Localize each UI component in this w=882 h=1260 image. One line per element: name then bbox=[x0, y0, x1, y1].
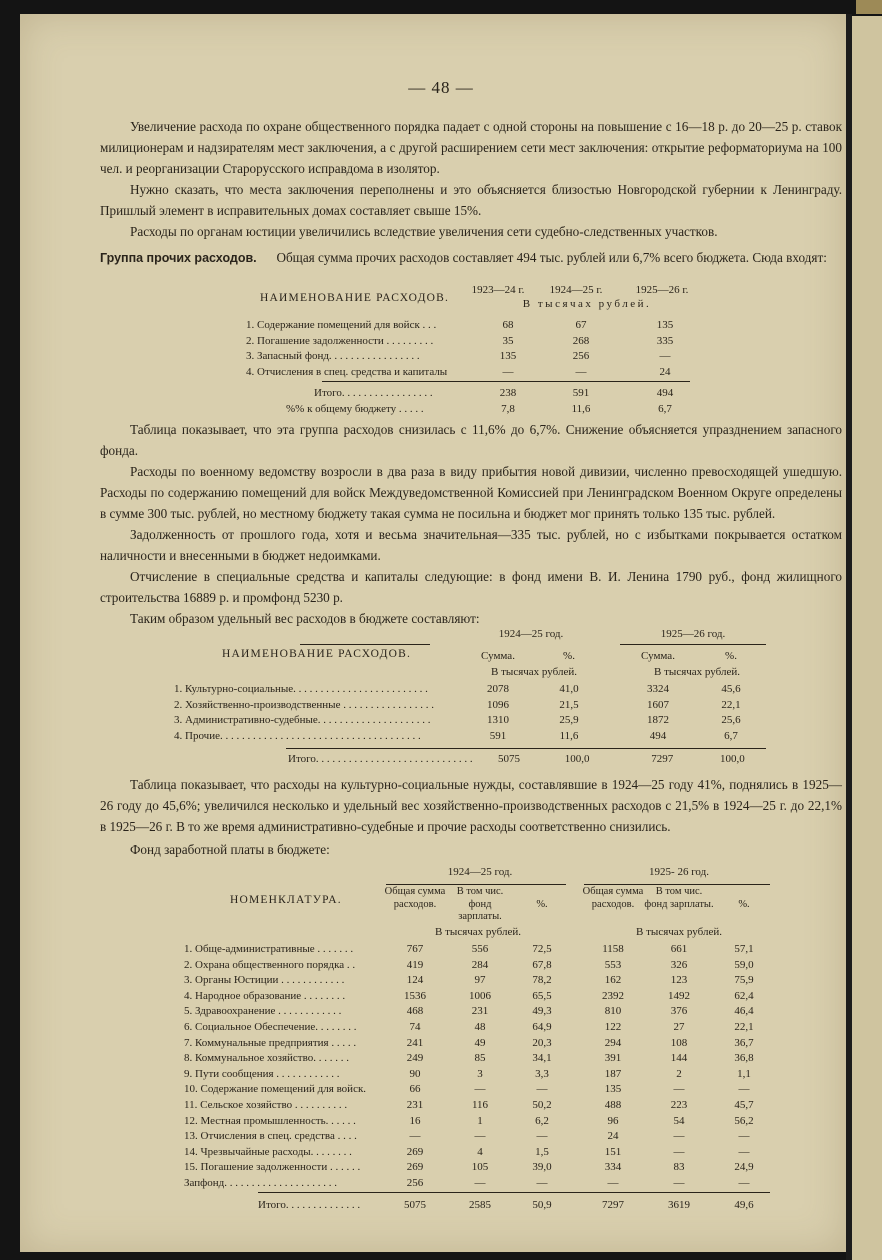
sub-header: %. bbox=[536, 899, 548, 910]
cell: 24 bbox=[659, 365, 671, 378]
intro-text bbox=[100, 116, 842, 242]
cell: 45,6 bbox=[721, 683, 741, 695]
page-number: — 48 — bbox=[408, 78, 474, 97]
sub-header: Общая сумма расходов. bbox=[384, 886, 446, 910]
cell: 241 bbox=[406, 1036, 424, 1049]
year-bracket bbox=[386, 884, 566, 885]
paragraph: Увеличение расхода по охране общественного порядка падает с одной стороны на повышение с 16—18 р. до 20—25 р. ставок милиционерам и надзирателям мест заключения, а с другой расширением сети мест заключения: открытие реформаториума на 100 чел. и реорганизации Старорусского исправдома в изолятор. bbox=[100, 119, 842, 176]
spacer bbox=[602, 698, 620, 714]
cell: 97 bbox=[474, 974, 486, 987]
column-header-year: 1923—24 г. bbox=[471, 284, 525, 296]
table-row bbox=[184, 1145, 774, 1161]
year-bracket bbox=[300, 644, 430, 645]
weight-totals bbox=[174, 752, 766, 768]
cell: 62,4 bbox=[734, 989, 754, 1002]
row-label: 2. Погашение задолженности . . . . . . . . . bbox=[246, 334, 434, 347]
cell: 72,5 bbox=[532, 943, 552, 955]
cell: 2 bbox=[676, 1067, 682, 1080]
sub-header: В том чис. фонд зарплаты. bbox=[456, 886, 504, 922]
cell: 48 bbox=[474, 1020, 486, 1033]
cell: 90 bbox=[409, 1067, 421, 1080]
row-label: 2. Хозяйственно-производственные . . . . . . . . . . . . . . . . . bbox=[174, 698, 434, 711]
row-label: 15. Погашение задолженности . . . . . . bbox=[184, 1161, 361, 1174]
cell: 144 bbox=[670, 1052, 688, 1065]
table-row bbox=[184, 1004, 774, 1020]
total-row bbox=[246, 386, 706, 402]
row-label: 9. Пути сообщения . . . . . . . . . . . . bbox=[184, 1067, 340, 1080]
spacer bbox=[570, 1098, 582, 1114]
spacer bbox=[602, 729, 620, 745]
spacer bbox=[570, 942, 582, 958]
cell: 376 bbox=[670, 1005, 688, 1018]
table-row bbox=[184, 1160, 774, 1176]
cell: 1492 bbox=[668, 989, 690, 1002]
wage-totals bbox=[184, 1198, 774, 1214]
spacer bbox=[570, 1082, 582, 1098]
year-bracket bbox=[620, 644, 766, 645]
cell: 238 bbox=[499, 387, 517, 399]
percent-row bbox=[246, 402, 706, 418]
cell: 24 bbox=[607, 1130, 619, 1143]
cell: 54 bbox=[673, 1114, 685, 1127]
spacer bbox=[570, 1036, 582, 1052]
sub-header: Сумма. bbox=[481, 650, 515, 662]
table-row bbox=[184, 1129, 774, 1145]
cell: 7297 bbox=[602, 1199, 624, 1211]
cell: 419 bbox=[406, 958, 424, 971]
table-row bbox=[184, 1114, 774, 1130]
table-row bbox=[184, 1176, 774, 1192]
unit-label: В тысячах рублей. bbox=[654, 666, 740, 678]
cell: — bbox=[536, 1176, 548, 1189]
cell: 25,9 bbox=[559, 714, 579, 727]
cell: 256 bbox=[572, 350, 590, 363]
sub-header: Общая сумма расходов. bbox=[582, 886, 644, 910]
wage-table bbox=[184, 866, 774, 1192]
row-label: 13. Отчисления в спец. средства . . . . bbox=[184, 1130, 357, 1143]
cell: 3 bbox=[477, 1067, 483, 1080]
table-row bbox=[184, 942, 774, 958]
after-text bbox=[100, 774, 842, 860]
unit-label: В тысячах рублей. bbox=[491, 666, 577, 678]
spacer bbox=[570, 1114, 582, 1130]
paragraph: Расходы по военному ведомству возросли в два раза в виду прибытия новой дивизии, численно превосходящей ушедшую. Расходы по содержанию помещений для войск Междуведомственной Комиссией при Ленинградском Военном Округе определены в сумме 300 тыс. рублей, но местному бюджету такая сумма не посильна и бюджет мог принять только 135 тыс. рублей. bbox=[100, 464, 842, 521]
row-label: 4. Прочие. . . . . . . . . . . . . . . . . . . . . . . . . . . . . . . . . . . . . bbox=[174, 729, 421, 742]
row-label: 1. Содержание помещений для войск . . . bbox=[246, 319, 437, 331]
cell: 162 bbox=[604, 974, 622, 987]
cell: 1006 bbox=[469, 989, 491, 1002]
row-label: 11. Сельское хозяйство . . . . . . . . . . bbox=[184, 1098, 348, 1111]
cell: 45,7 bbox=[734, 1098, 754, 1111]
row-label: 4. Народное образование . . . . . . . . bbox=[184, 989, 346, 1002]
cell: 223 bbox=[670, 1098, 688, 1111]
cell: — bbox=[738, 1083, 750, 1096]
table-rule bbox=[286, 748, 766, 749]
sub-header: Сумма. bbox=[641, 650, 675, 662]
row-label: Итого. . . . . . . . . . . . . . . . . . . . . . . . . . . . . bbox=[288, 753, 473, 765]
cell: 2392 bbox=[602, 989, 624, 1002]
cell: — bbox=[536, 1083, 548, 1096]
cell: 100,0 bbox=[719, 753, 745, 765]
spacer bbox=[602, 682, 620, 698]
cell: 391 bbox=[604, 1052, 622, 1065]
cell: 35 bbox=[502, 334, 514, 347]
row-label: 14. Чрезвычайные расходы. . . . . . . . bbox=[184, 1145, 352, 1158]
cell: 36,8 bbox=[734, 1052, 754, 1065]
cell: 187 bbox=[604, 1067, 622, 1080]
row-label: 4. Отчисления в спец. средства и капиталы bbox=[246, 365, 448, 378]
cell: 294 bbox=[604, 1036, 622, 1049]
cell: 268 bbox=[572, 334, 590, 347]
column-header-year: 1924—25 год. bbox=[447, 866, 513, 878]
cell: 16 bbox=[409, 1114, 421, 1127]
column-header-year: 1925- 26 год. bbox=[649, 866, 709, 878]
cell: 122 bbox=[604, 1020, 622, 1033]
spacer bbox=[570, 1004, 582, 1020]
column-header-year: 1925—26 год. bbox=[660, 628, 726, 640]
spacer bbox=[570, 1020, 582, 1036]
cell: 75,9 bbox=[734, 974, 754, 987]
paragraph: Таблица показывает, что расходы на культурно-социальные нужды, составлявшие в 1924—25 году 41%, поднялись в 1925—26 году до 45,6%; увеличился несколько и удельный вес хозяйственно-производственных расходов с 21,5% в 1924—25 г. до 22,1% в 1925—26 г. В то же время административно-судебные и прочие расходы соответственно снизились. bbox=[100, 777, 842, 834]
cell: 1536 bbox=[404, 989, 426, 1002]
cell: 41,0 bbox=[559, 683, 579, 695]
cell: 123 bbox=[670, 974, 688, 987]
spacer bbox=[570, 1176, 582, 1192]
cell: 135 bbox=[604, 1083, 622, 1096]
page-tab bbox=[856, 0, 882, 14]
paragraph: Расходы по органам юстиции увеличились вследствие увеличения сети судебно-следственных участков. bbox=[130, 224, 718, 239]
paragraph: Задолженность от прошлого года, хотя и весьма значительная—335 тыс. рублей, но с избытками покрывается остатком наличности и внесенными в бюджет недоимками. bbox=[100, 527, 842, 563]
row-label: 6. Социальное Обеспечение. . . . . . . . bbox=[184, 1020, 357, 1033]
cell: 50,9 bbox=[532, 1199, 552, 1211]
cell: 6,7 bbox=[724, 729, 738, 742]
unit-label: В тысячах рублей. bbox=[435, 926, 521, 938]
table-row bbox=[246, 334, 706, 350]
cell: 591 bbox=[489, 729, 507, 742]
row-label: 10. Содержание помещений для войск. bbox=[184, 1083, 367, 1096]
cell: 24,9 bbox=[734, 1161, 754, 1174]
cell: — bbox=[738, 1176, 750, 1189]
spacer bbox=[570, 1067, 582, 1083]
table-row bbox=[184, 958, 774, 974]
cell: 100,0 bbox=[564, 753, 590, 765]
cell: — bbox=[502, 365, 514, 378]
table-row bbox=[184, 1098, 774, 1114]
table-row bbox=[184, 1036, 774, 1052]
cell: 25,6 bbox=[721, 714, 741, 727]
cell: 151 bbox=[604, 1145, 622, 1158]
cell: 22,1 bbox=[734, 1020, 754, 1033]
year-bracket bbox=[584, 884, 770, 885]
cell: 1,5 bbox=[535, 1145, 549, 1158]
cell: 2585 bbox=[469, 1199, 491, 1211]
cell: 494 bbox=[656, 387, 674, 399]
row-label: 3. Органы Юстиции . . . . . . . . . . . . bbox=[184, 974, 345, 987]
column-header-name: НОМЕНКЛАТУРА. bbox=[230, 894, 342, 906]
cell: 83 bbox=[673, 1161, 685, 1174]
table-row bbox=[174, 698, 766, 714]
table-row bbox=[184, 1020, 774, 1036]
spacer bbox=[570, 958, 582, 974]
table-row bbox=[174, 713, 766, 729]
cell: — bbox=[536, 1130, 548, 1143]
cell: 36,7 bbox=[734, 1036, 754, 1049]
spacer bbox=[570, 989, 582, 1005]
section-heading: Группа прочих расходов. bbox=[100, 251, 257, 265]
cell: — bbox=[659, 350, 671, 363]
cell: 105 bbox=[471, 1161, 489, 1174]
row-label: 2. Охрана общественного порядка . . bbox=[184, 958, 356, 971]
cell: 5075 bbox=[404, 1199, 426, 1211]
other-expenses-table bbox=[246, 284, 706, 380]
total-row bbox=[184, 1198, 774, 1214]
cell: 85 bbox=[474, 1052, 486, 1065]
middle-text bbox=[100, 419, 842, 629]
cell: 284 bbox=[471, 958, 489, 971]
cell: 3,3 bbox=[535, 1067, 549, 1080]
cell: 2078 bbox=[487, 683, 509, 695]
row-label: 7. Коммунальные предприятия . . . . . bbox=[184, 1036, 357, 1049]
cell: — bbox=[673, 1130, 685, 1143]
cell: 49 bbox=[474, 1036, 486, 1049]
cell: 4 bbox=[477, 1145, 483, 1158]
cell: 39,0 bbox=[532, 1161, 552, 1174]
cell: 488 bbox=[604, 1098, 622, 1111]
column-header-name: НАИМЕНОВАНИЕ РАСХОДОВ. bbox=[222, 648, 412, 660]
paragraph: Отчисление в специальные средства и капиталы следующие: в фонд имени В. И. Ленина 1790 руб., фонд жилищного строительства 16889 р. и промфонд 5230 р. bbox=[100, 569, 842, 605]
row-label: 1. Культурно-социальные. . . . . . . . . . . . . . . . . . . . . . . . . bbox=[174, 683, 428, 695]
cell: 661 bbox=[670, 943, 688, 955]
cell: 11,6 bbox=[559, 729, 579, 742]
cell: 591 bbox=[572, 387, 590, 399]
cell: — bbox=[673, 1083, 685, 1096]
row-label: 1. Обще-административные . . . . . . . bbox=[184, 943, 354, 955]
sub-header: %. bbox=[738, 899, 750, 910]
spacer bbox=[570, 1051, 582, 1067]
cell: 810 bbox=[604, 1005, 622, 1018]
table-row bbox=[184, 1067, 774, 1083]
cell: 11,6 bbox=[571, 402, 591, 415]
row-label: 8. Коммунальное хозяйство. . . . . . . bbox=[184, 1052, 349, 1065]
table-row bbox=[184, 1051, 774, 1067]
row-label: 3. Запасный фонд. . . . . . . . . . . . . . . . . bbox=[246, 350, 420, 363]
column-header-year: 1924—25 г. bbox=[549, 284, 603, 296]
spacer bbox=[602, 713, 620, 729]
cell: 27 bbox=[673, 1020, 685, 1033]
cell: 64,9 bbox=[532, 1020, 552, 1033]
cell: 7,8 bbox=[501, 402, 515, 415]
table-row bbox=[246, 365, 706, 381]
cell: 67,8 bbox=[532, 958, 552, 971]
row-label: Итого. . . . . . . . . . . . . . bbox=[258, 1199, 361, 1211]
cell: 335 bbox=[656, 334, 674, 347]
cell: 135 bbox=[499, 350, 517, 363]
cell: 74 bbox=[409, 1020, 421, 1033]
paragraph: Таблица показывает, что эта группа расходов снизилась с 11,6% до 6,7%. Снижение объясняется упразднением запасного фонда. bbox=[100, 422, 842, 458]
table-row bbox=[174, 682, 766, 698]
cell: 49,6 bbox=[734, 1199, 754, 1211]
column-header-year: 1924—25 год. bbox=[498, 628, 564, 640]
cell: 553 bbox=[604, 958, 622, 971]
unit-label: В тысячах рублей. bbox=[522, 298, 652, 310]
cell: 21,5 bbox=[559, 698, 579, 711]
spacer bbox=[570, 1160, 582, 1176]
cell: 249 bbox=[406, 1052, 424, 1065]
cell: 68 bbox=[502, 319, 514, 331]
row-label: 5. Здравоохранение . . . . . . . . . . . . bbox=[184, 1005, 342, 1018]
cell: 3324 bbox=[647, 683, 669, 695]
cell: 556 bbox=[471, 943, 489, 955]
spacer bbox=[570, 1129, 582, 1145]
table-row bbox=[174, 729, 766, 745]
cell: — bbox=[738, 1145, 750, 1158]
spacer bbox=[570, 973, 582, 989]
cell: 124 bbox=[406, 974, 424, 987]
table-rule bbox=[258, 1192, 770, 1193]
cell: — bbox=[607, 1176, 619, 1189]
cell: 49,3 bbox=[532, 1005, 552, 1018]
table-rule bbox=[322, 381, 690, 382]
sub-header: В том чис. фонд зарплаты. bbox=[644, 886, 714, 910]
cell: 34,1 bbox=[532, 1052, 552, 1065]
row-label: 12. Местная промышленность. . . . . . bbox=[184, 1114, 356, 1127]
cell: 231 bbox=[471, 1005, 489, 1018]
unit-label: В тысячах рублей. bbox=[636, 926, 722, 938]
cell: 1310 bbox=[487, 714, 509, 727]
cell: 269 bbox=[406, 1145, 424, 1158]
section-text: Общая сумма прочих расходов составляет 494 тыс. рублей или 6,7% всего бюджета. Сюда входят: bbox=[276, 250, 827, 265]
sub-header: %. bbox=[563, 650, 575, 662]
cell: 78,2 bbox=[532, 974, 552, 987]
cell: 1607 bbox=[647, 698, 669, 711]
paragraph: Нужно сказать, что места заключения переполнены и это объясняется близостью Новгородской губернии к Ленинграду. Пришлый элемент в исправительных домах составляет свыше 15%. bbox=[100, 182, 842, 218]
cell: — bbox=[738, 1130, 750, 1143]
cell: 57,1 bbox=[734, 943, 754, 955]
paragraph: Фонд заработной платы в бюджете: bbox=[130, 842, 330, 857]
cell: 59,0 bbox=[734, 958, 754, 971]
cell: 231 bbox=[406, 1098, 424, 1111]
weight-table bbox=[174, 628, 766, 744]
next-page-edge bbox=[852, 16, 882, 1260]
paragraph: Таким образом удельный вес расходов в бюджете составляют: bbox=[130, 611, 480, 626]
cell: 1,1 bbox=[737, 1067, 751, 1080]
cell: — bbox=[474, 1176, 486, 1189]
other-expenses-section bbox=[100, 247, 842, 269]
cell: 50,2 bbox=[532, 1098, 552, 1111]
cell: 116 bbox=[471, 1098, 489, 1111]
cell: 269 bbox=[406, 1161, 424, 1174]
cell: 3619 bbox=[668, 1199, 690, 1211]
cell: — bbox=[575, 365, 587, 378]
cell: 7297 bbox=[651, 753, 674, 765]
cell: 468 bbox=[406, 1005, 424, 1018]
cell: 20,3 bbox=[532, 1036, 552, 1049]
cell: 494 bbox=[649, 729, 667, 742]
cell: 326 bbox=[670, 958, 688, 971]
cell: 96 bbox=[607, 1114, 619, 1127]
table-row bbox=[246, 349, 706, 365]
cell: — bbox=[409, 1130, 421, 1143]
row-label: 3. Административно-судебные. . . . . . . . . . . . . . . . . . . . . bbox=[174, 714, 431, 727]
cell: 1 bbox=[477, 1114, 483, 1127]
cell: 6,7 bbox=[658, 402, 672, 415]
cell: 56,2 bbox=[734, 1114, 754, 1127]
cell: 256 bbox=[406, 1176, 424, 1189]
table-row bbox=[184, 973, 774, 989]
other-expenses-totals bbox=[246, 386, 706, 417]
cell: — bbox=[474, 1083, 486, 1096]
table-row bbox=[184, 1082, 774, 1098]
table-row bbox=[246, 318, 706, 334]
column-header-name: НАИМЕНОВАНИЕ РАСХОДОВ. bbox=[260, 292, 450, 304]
cell: 334 bbox=[604, 1161, 622, 1174]
cell: 65,5 bbox=[532, 989, 552, 1002]
cell: — bbox=[474, 1130, 486, 1143]
row-label: Итого. . . . . . . . . . . . . . . . . bbox=[314, 387, 433, 399]
cell: 767 bbox=[406, 943, 424, 955]
cell: 1096 bbox=[487, 698, 509, 711]
cell: 6,2 bbox=[535, 1114, 549, 1127]
cell: 22,1 bbox=[721, 698, 741, 711]
sub-header: %. bbox=[725, 650, 737, 662]
total-row bbox=[174, 752, 766, 768]
cell: 46,4 bbox=[734, 1005, 754, 1018]
cell: 108 bbox=[670, 1036, 688, 1049]
column-header-year: 1925—26 г. bbox=[635, 284, 689, 296]
cell: — bbox=[673, 1145, 685, 1158]
cell: 1872 bbox=[647, 714, 669, 727]
cell: 67 bbox=[575, 319, 587, 331]
cell: 66 bbox=[409, 1083, 421, 1096]
cell: — bbox=[673, 1176, 685, 1189]
spacer bbox=[570, 1145, 582, 1161]
cell: 5075 bbox=[497, 753, 520, 765]
cell: 1158 bbox=[602, 943, 624, 955]
cell: 135 bbox=[656, 319, 674, 331]
row-label: %% к общему бюджету . . . . . bbox=[286, 402, 424, 415]
table-row bbox=[184, 989, 774, 1005]
row-label: Запфонд. . . . . . . . . . . . . . . . . . . . . bbox=[184, 1176, 337, 1189]
